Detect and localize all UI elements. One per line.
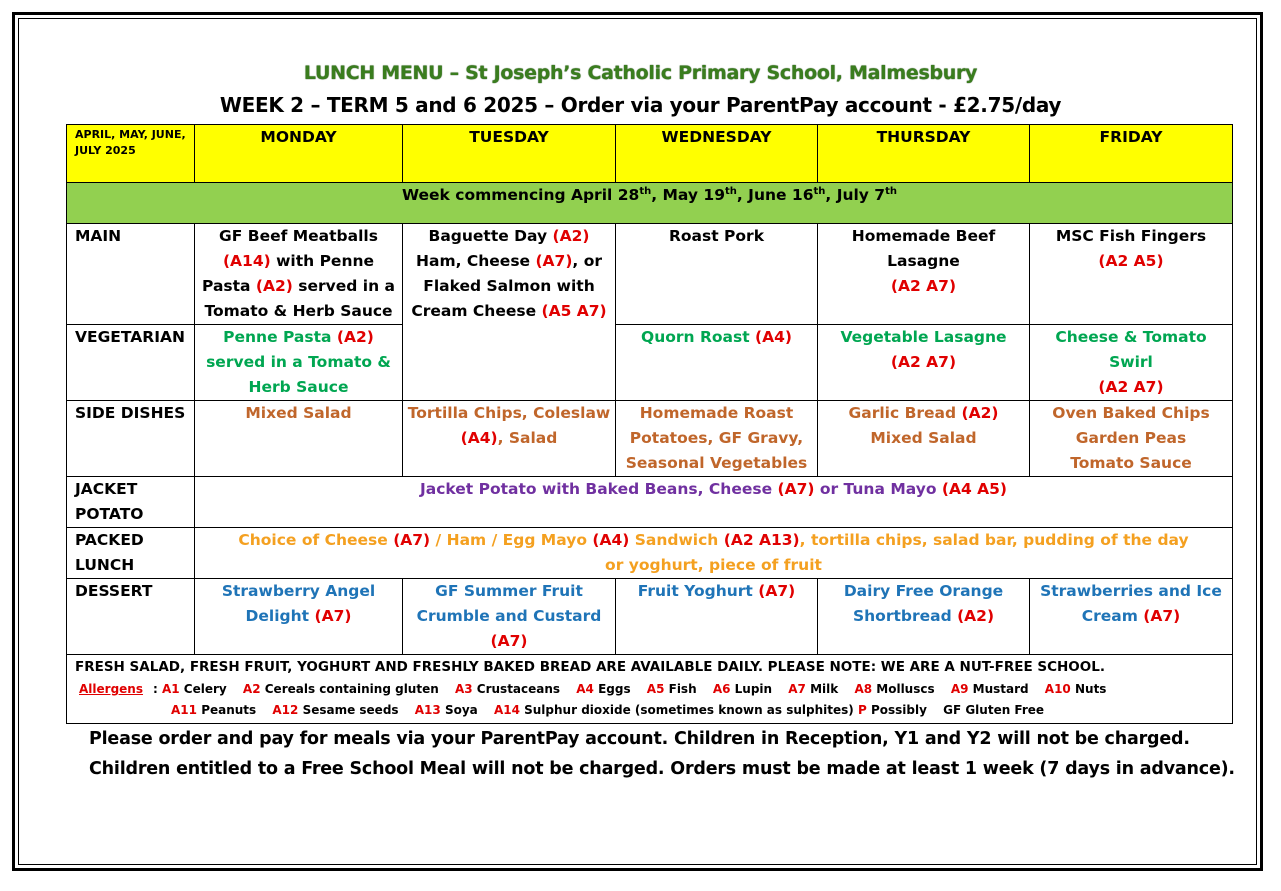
vegetarian-monday: Penne Pasta (A2) served in a Tomato & Herb Sauce [195, 325, 403, 401]
side-friday: Oven Baked Chips Garden Peas Tomato Sauce [1030, 401, 1233, 477]
day-tuesday: TUESDAY [403, 125, 616, 183]
ordering-instructions [89, 724, 1235, 784]
week-text: , July 7 [825, 186, 886, 204]
jacket-potato-row [67, 477, 1233, 528]
row-label-jacket-potato: JACKET POTATO [67, 477, 195, 528]
packed-lunch-row [67, 528, 1233, 579]
daily-availability-note: FRESH SALAD, FRESH FRUIT, YOGHURT AND FRESHLY BAKED BREAD ARE AVAILABLE DAILY. PLEASE NOTE: WE ARE A NUT-FREE SCHOOL. [75, 659, 1105, 675]
footer-line-2: Children entitled to a Free School Meal will not be charged. Orders must be made at least 1 week (7 days in advance). [89, 759, 1235, 779]
week-text: , May 19 [651, 186, 725, 204]
side-tuesday: Tortilla Chips, Coleslaw (A4), Salad [403, 401, 616, 477]
allergen-notes [67, 655, 1233, 724]
week-commencing [67, 183, 1233, 224]
dessert-monday: Strawberry Angel Delight (A7) [195, 579, 403, 655]
day-monday: MONDAY [195, 125, 403, 183]
vegetarian-wednesday: Quorn Roast (A4) [616, 325, 818, 401]
row-label-main: MAIN [67, 224, 195, 325]
menu-dates: APRIL, MAY, JUNE, JULY 2025 [67, 125, 195, 183]
allergens-heading: Allergens [79, 682, 143, 696]
packed-lunch-all-week: Choice of Cheese (A7) / Ham / Egg Mayo (A4) Sandwich (A2 A13), tortilla chips, salad bar, pudding of the day or yoghurt, piece of fruit [195, 528, 1233, 579]
row-label-packed-lunch: PACKED LUNCH [67, 528, 195, 579]
dessert-thursday: Dairy Free Orange Shortbread (A2) [818, 579, 1030, 655]
row-label-side-dishes: SIDE DISHES [67, 401, 195, 477]
ordinal: th [639, 185, 652, 197]
side-thursday: Garlic Bread (A2) Mixed Salad [818, 401, 1030, 477]
day-header-row [67, 125, 1233, 183]
week-text: Week commencing April 28 [401, 186, 640, 204]
dessert-row [67, 579, 1233, 655]
main-friday: MSC Fish Fingers (A2 A5) [1030, 224, 1233, 325]
week-text: , June 16 [736, 186, 814, 204]
notes-row [67, 655, 1233, 724]
main-tuesday: Baguette Day (A2) Ham, Cheese (A7), or Flaked Salmon with Cream Cheese (A5 A7) [403, 224, 616, 401]
ordinal: th [813, 185, 826, 197]
day-friday: FRIDAY [1030, 125, 1233, 183]
day-thursday: THURSDAY [818, 125, 1030, 183]
menu-subtitle: WEEK 2 – TERM 5 and 6 2025 – Order via your ParentPay account - £2.75/day [219, 93, 1062, 117]
side-monday: Mixed Salad [195, 401, 403, 477]
row-label-vegetarian: VEGETARIAN [67, 325, 195, 401]
ordinal: th [885, 185, 897, 197]
vegetarian-friday: Cheese & Tomato Swirl (A2 A7) [1030, 325, 1233, 401]
footer-line-1: Please order and pay for meals via your ParentPay account. Children in Reception, Y1 and Y2 will not be charged. [89, 729, 1190, 749]
main-wednesday: Roast Pork [616, 224, 818, 325]
day-wednesday: WEDNESDAY [616, 125, 818, 183]
dessert-friday: Strawberries and Ice Cream (A7) [1030, 579, 1233, 655]
jacket-potato-all-week: Jacket Potato with Baked Beans, Cheese (A7) or Tuna Mayo (A4 A5) [195, 477, 1233, 528]
row-label-dessert: DESSERT [67, 579, 195, 655]
menu-title: LUNCH MENU – St Joseph’s Catholic Primary School, Malmesbury [303, 62, 978, 84]
vegetarian-thursday: Vegetable Lasagne (A2 A7) [818, 325, 1030, 401]
main-row [67, 224, 1233, 325]
allergen-key-continued: A11 Peanuts A12 Sesame seeds A13 Soya A14 Sulphur dioxide (sometimes known as sulphites) P Possibly GF Gluten Free [171, 703, 1045, 717]
main-thursday: Homemade Beef Lasagne (A2 A7) [818, 224, 1030, 325]
week-commencing-row [67, 183, 1233, 224]
ordinal: th [724, 185, 737, 197]
dessert-tuesday: GF Summer Fruit Crumble and Custard (A7) [403, 579, 616, 655]
main-monday: GF Beef Meatballs (A14) with Penne Pasta (A2) served in a Tomato & Herb Sauce [195, 224, 403, 325]
lunch-menu-table [66, 124, 1233, 724]
vegetarian-row [67, 325, 1233, 401]
side-dishes-row [67, 401, 1233, 477]
allergen-key: Allergens : A1 Celery A2 Cereals containing gluten A3 Crustaceans A4 Eggs A5 Fish A6 Lupin A7 Milk A8 Molluscs A9 Mustard A10 Nuts [79, 682, 1107, 696]
dessert-wednesday: Fruit Yoghurt (A7) [616, 579, 818, 655]
side-wednesday: Homemade Roast Potatoes, GF Gravy, Seasonal Vegetables [616, 401, 818, 477]
